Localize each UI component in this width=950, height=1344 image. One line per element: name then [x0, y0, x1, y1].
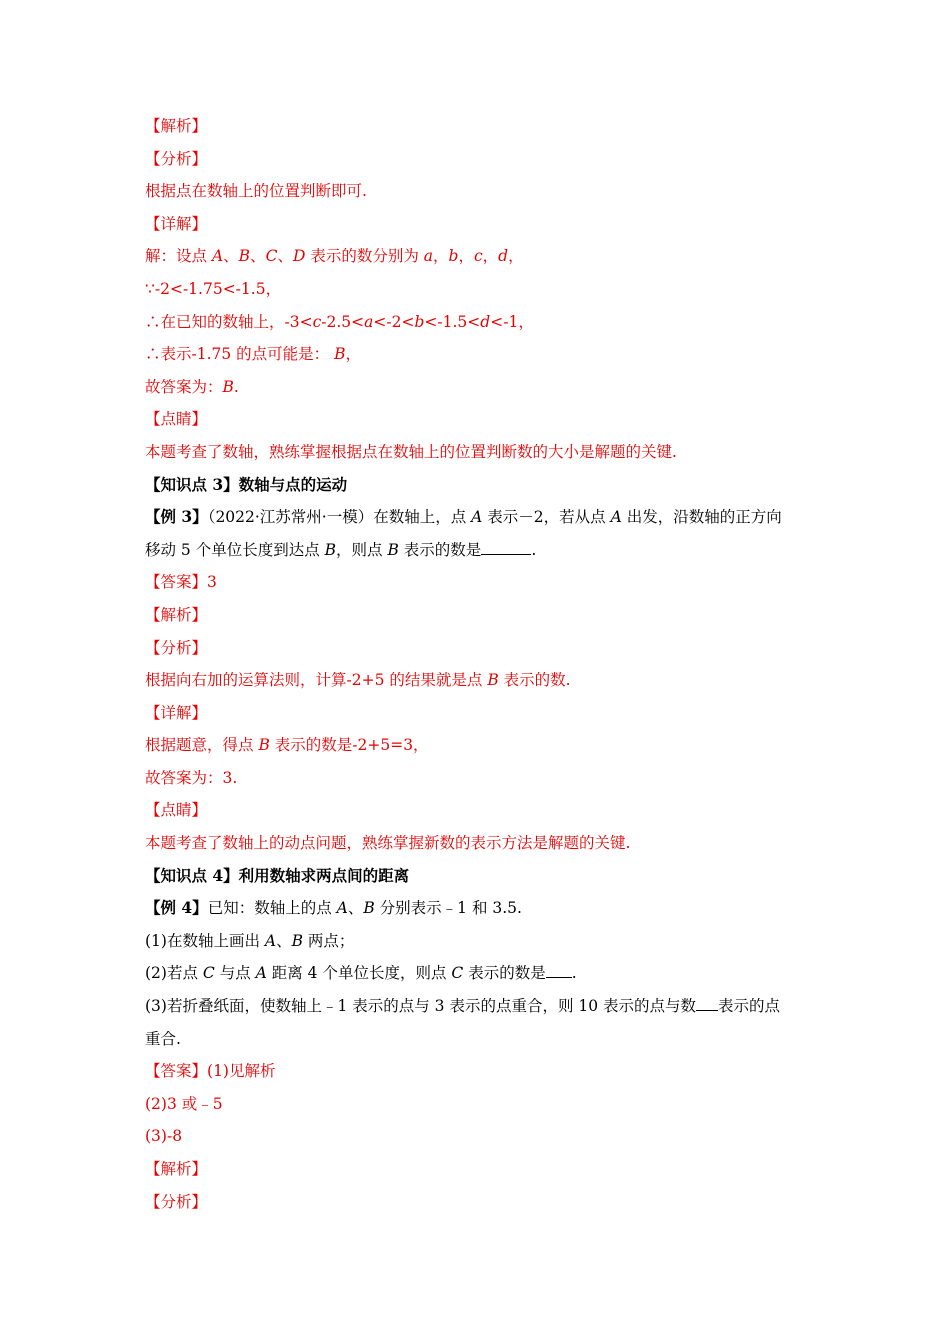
example-4-q3-line-1: (3)若折叠纸面，使数轴上﹣1 表示的点与 3 表示的点重合，则 10 表示的点与数 表示的点 [145, 997, 781, 1016]
fenxi-text: 根据点在数轴上的位置判断即可. [145, 182, 367, 201]
dianjing-text: 本题考查了数轴，熟练掌握根据点在数轴上的位置判断数的大小是解题的关键. [145, 442, 677, 461]
example-3-xiangjie: 【详解】 [145, 703, 208, 722]
example-3-jiexi: 【解析】 [145, 605, 208, 624]
example-3-dianjing-text: 本题考查了数轴上的动点问题，熟练掌握新数的表示方法是解题的关键. [145, 834, 631, 853]
example-4-q3-line-2: 重合. [145, 1029, 181, 1048]
example-3-final: 故答案为：3. [145, 768, 238, 787]
q3-blank [696, 996, 718, 1011]
example-3-answer: 【答案】3 [145, 573, 217, 592]
example-4-answer-1: 【答案】(1)见解析 [145, 1062, 276, 1081]
example-4-q1: (1)在数轴上画出 A、B 两点； [145, 931, 355, 950]
example-3-fenxi: 【分析】 [145, 638, 208, 657]
example-4-answer-3: (3)-8 [145, 1127, 183, 1146]
example-4-stem: 【例 4】已知：数轴上的点 A、B 分别表示﹣1 和 3.5. [145, 898, 522, 918]
solution-setup: 解：设点 A、B、C、D 表示的数分别为 a，b，c，d， [145, 247, 524, 266]
example-4-answer-2: (2)3 或﹣5 [145, 1094, 223, 1113]
fenxi-heading: 【分析】 [145, 149, 208, 168]
answer-blank [481, 540, 531, 555]
example-3-line-2: 移动 5 个单位长度到达点 B，则点 B 表示的数是 . [145, 540, 537, 559]
because-line: ∵-2<-1.75<-1.5， [145, 279, 282, 298]
example-3-xiangjie-text: 根据题意，得点 B 表示的数是-2+5=3， [145, 736, 429, 755]
example-4-q2: (2)若点 C 与点 A 距离 4 个单位长度，则点 C 表示的数是 . [145, 964, 577, 983]
therefore-line-1: ∴在已知的数轴上，-3<c-2.5<a<-2<b<-1.5<d<-1， [145, 312, 534, 331]
knowledge-point-4-title: 【知识点 4】利用数轴求两点间的距离 [145, 865, 410, 885]
xiangjie-heading: 【详解】 [145, 214, 208, 233]
example-3-line-1: 【例 3】（2022·江苏常州·一模）在数轴上，点 A 表示－2，若从点 A 出发，沿数轴的正方向 [145, 507, 782, 527]
therefore-line-2: ∴表示-1.75 的点可能是： B， [145, 345, 362, 364]
answer-line: 故答案为：B. [145, 377, 239, 396]
example-3-fenxi-text: 根据向右加的运算法则，计算-2+5 的结果就是点 B 表示的数. [145, 671, 571, 690]
document-page [145, 110, 810, 1218]
example-3-dianjing: 【点睛】 [145, 801, 208, 820]
dianjing-heading: 【点睛】 [145, 410, 208, 429]
knowledge-point-3-title: 【知识点 3】数轴与点的运动 [145, 474, 348, 494]
example-4-fenxi: 【分析】 [145, 1192, 208, 1211]
example-4-jiexi: 【解析】 [145, 1160, 208, 1178]
q2-blank [546, 963, 572, 978]
analysis-heading: 【解析】 [145, 117, 208, 135]
